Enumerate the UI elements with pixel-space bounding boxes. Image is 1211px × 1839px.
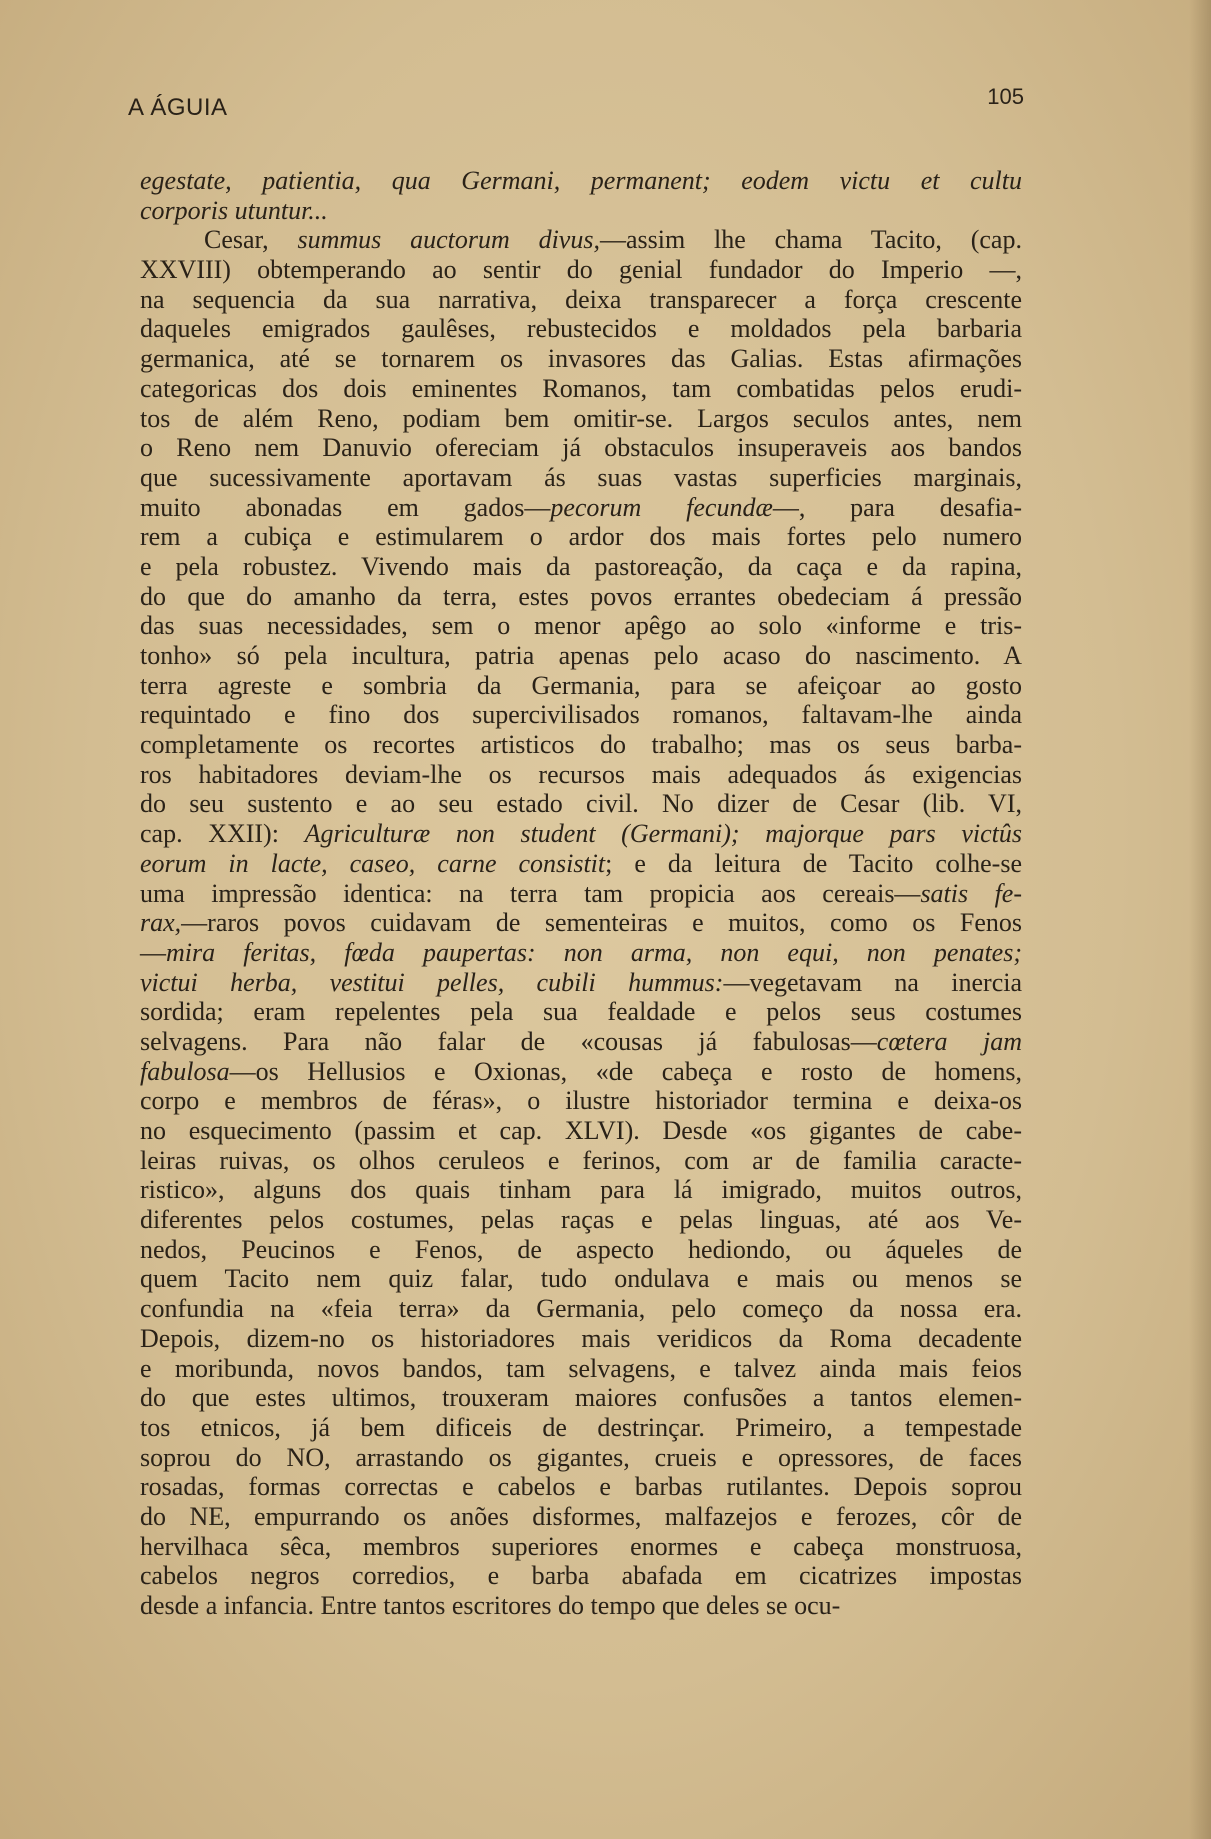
text-segment: diferentes pelos costumes, pelas raças e pelas linguas, até aos Ve- xyxy=(140,1205,1022,1235)
text-segment: que sucessivamente aportavam ás suas vastas superficies marginais, xyxy=(140,462,1022,492)
text-segment: tonho» só pela incultura, patria apenas pelo acaso do nascimento. A xyxy=(140,641,1022,670)
text-line xyxy=(140,1561,1022,1591)
italic-segment: Agriculturæ non student (Germani); majorque pars victûs xyxy=(304,819,1022,849)
italic-segment: mira feritas, fœda paupertas: non arma, non equi, non penates; xyxy=(166,937,1022,967)
italic-segment: pecorum fecundæ xyxy=(550,492,773,522)
text-segment: no esquecimento (passim et cap. XLVI). Desde «os gigantes de cabe- xyxy=(140,1116,1022,1145)
page-header xyxy=(128,82,1024,122)
text-segment: completamente os recortes artisticos do trabalho; mas os seus barba- xyxy=(140,730,1022,760)
text-segment: rosadas, formas correctas e cabelos e barbas rutilantes. Depois soprou xyxy=(140,1472,1022,1502)
text-segment: — xyxy=(140,937,166,967)
text-line xyxy=(140,1294,1022,1324)
text-line xyxy=(140,404,1022,434)
text-line xyxy=(140,1591,1022,1621)
text-line xyxy=(140,1502,1022,1532)
text-line xyxy=(140,968,1022,998)
text-line xyxy=(140,1383,1022,1413)
italic-segment: egestate, patientia, qua Germani, permanent; eodem victu et cultu xyxy=(140,166,1022,195)
text-line xyxy=(140,1264,1022,1294)
text-line xyxy=(140,582,1022,612)
text-line xyxy=(140,1532,1022,1562)
text-line xyxy=(140,1146,1022,1176)
text-line xyxy=(140,1116,1022,1146)
italic-segment: victui herba, vestitui pelles, cubili hummus: xyxy=(140,967,724,997)
text-segment: uma impressão identica: na terra tam propicia aos cereais— xyxy=(140,878,921,908)
italic-segment: fabulosa xyxy=(140,1056,230,1086)
text-line xyxy=(140,1057,1022,1087)
text-line xyxy=(140,1205,1022,1235)
text-line xyxy=(140,314,1022,344)
text-segment: nedos, Peucinos e Fenos, de aspecto hediondo, ou áqueles de xyxy=(140,1234,1022,1264)
text-line xyxy=(140,700,1022,730)
text-segment: do que do amanho da terra, estes povos errantes obedeciam á pressão xyxy=(140,581,1022,611)
text-segment: do seu sustento e ao seu estado civil. No dizer de Cesar (lib. VI, xyxy=(140,789,1022,819)
text-segment: o Reno nem Danuvio ofereciam já obstaculos insuperaveis aos bandos xyxy=(140,433,1022,463)
text-line xyxy=(140,819,1022,849)
text-segment: —vegetavam na inercia xyxy=(723,967,1023,997)
text-segment: quem Tacito nem quiz falar, tudo ondulava e mais ou menos se xyxy=(140,1264,1022,1294)
text-line xyxy=(140,1175,1022,1205)
text-line xyxy=(140,225,1022,255)
italic-segment: rax, xyxy=(140,908,182,938)
text-line xyxy=(140,879,1022,909)
italic-segment: summus auctorum divus, xyxy=(297,225,600,255)
text-segment: e pela robustez. Vivendo mais da pastoreação, da caça e da rapina, xyxy=(140,551,1022,581)
text-segment: e moribunda, novos bandos, tam selvagens, e talvez ainda mais feios xyxy=(140,1353,1022,1383)
text-segment: tos de além Reno, podiam bem omitir-se. Largos seculos antes, nem xyxy=(140,403,1022,433)
text-line xyxy=(140,552,1022,582)
text-segment: ros habitadores deviam-lhe os recursos mais adequados ás exigencias xyxy=(140,759,1022,789)
text-line xyxy=(140,1413,1022,1443)
text-segment: XXVIII) obtemperando ao sentir do genial fundador do Imperio —, xyxy=(140,255,1022,285)
text-segment: confundia na «feia terra» da Germania, pelo começo da nossa era. xyxy=(140,1294,1022,1324)
text-line xyxy=(140,1235,1022,1265)
text-line xyxy=(140,196,1022,226)
text-segment: desde a infancia. Entre tantos escritores do tempo que deles se ocu- xyxy=(140,1591,841,1620)
text-line xyxy=(140,285,1022,315)
italic-segment: corporis utuntur... xyxy=(140,195,328,225)
text-segment: —os Hellusios e Oxionas, «de cabeça e rosto de homens, xyxy=(229,1056,1022,1086)
text-line xyxy=(140,1027,1022,1057)
text-line xyxy=(140,433,1022,463)
text-line xyxy=(140,1472,1022,1502)
body-text xyxy=(140,166,1022,1621)
text-segment: sordida; eram repelentes pela sua fealdade e pelos seus costumes xyxy=(140,997,1022,1027)
text-line xyxy=(140,671,1022,701)
running-title: A ÁGUIA xyxy=(128,94,228,121)
text-segment: ristico», alguns dos quais tinham para lá imigrado, muitos outros, xyxy=(140,1175,1022,1205)
text-line xyxy=(140,1324,1022,1354)
text-line xyxy=(140,908,1022,938)
text-segment: cap. XXII): xyxy=(140,819,305,849)
text-segment: Depois, dizem-no os historiadores mais veridicos da Roma decadente xyxy=(140,1323,1022,1353)
text-segment: soprou do NO, arrastando os gigantes, crueis e opressores, de faces xyxy=(140,1442,1022,1472)
text-segment: hervilhaca sêca, membros superiores enormes e cabeça monstruosa, xyxy=(140,1531,1022,1561)
text-segment: terra agreste e sombria da Germania, para se afeiçoar ao gosto xyxy=(140,670,1022,700)
text-line xyxy=(140,493,1022,523)
text-segment: na sequencia da sua narrativa, deixa transparecer a força crescente xyxy=(140,284,1022,314)
text-line xyxy=(140,255,1022,285)
text-segment: do que estes ultimos, trouxeram maiores confusões a tantos elemen- xyxy=(140,1383,1022,1413)
text-line xyxy=(140,997,1022,1027)
text-segment: muito abonadas em gados— xyxy=(140,492,551,522)
text-segment: ; e da leitura de Tacito colhe-se xyxy=(605,848,1022,878)
italic-segment: eorum in lacte, caseo, carne consistit xyxy=(140,848,606,878)
text-line xyxy=(140,849,1022,879)
text-line xyxy=(140,760,1022,790)
text-line xyxy=(140,938,1022,968)
page-edge-shadow xyxy=(1189,0,1211,1839)
text-line xyxy=(140,166,1022,196)
text-segment: germanica, até se tornarem os invasores das Galias. Estas afirmações xyxy=(140,344,1022,374)
text-segment: rem a cubiça e estimularem o ardor dos mais fortes pelo numero xyxy=(140,522,1022,552)
text-line xyxy=(140,463,1022,493)
text-line xyxy=(140,789,1022,819)
text-segment: —, para desafia- xyxy=(772,492,1022,522)
page-number: 105 xyxy=(987,84,1024,109)
text-line xyxy=(140,1443,1022,1473)
text-segment: —assim lhe chama Tacito, (cap. xyxy=(599,225,1022,255)
text-line xyxy=(140,344,1022,374)
text-segment: cabelos negros corredios, e barba abafada em cicatrizes impostas xyxy=(140,1561,1022,1591)
text-segment: categoricas dos dois eminentes Romanos, tam combatidas pelos erudi- xyxy=(140,373,1022,403)
text-segment: do NE, empurrando os anões disformes, malfazejos e ferozes, côr de xyxy=(140,1501,1022,1531)
text-line xyxy=(140,374,1022,404)
text-segment: selvagens. Para não falar de «cousas já fabulosas— xyxy=(140,1026,877,1056)
text-line xyxy=(140,1086,1022,1116)
italic-segment: cœtera jam xyxy=(876,1026,1022,1056)
text-segment: requintado e fino dos supercivilisados romanos, faltavam-lhe ainda xyxy=(140,700,1022,730)
text-line xyxy=(140,641,1022,671)
text-segment: das suas necessidades, sem o menor apêgo ao solo «informe e tris- xyxy=(140,611,1022,641)
text-segment: daqueles emigrados gaulêses, rebustecidos e moldados pela barbaria xyxy=(140,314,1022,344)
text-segment: —raros povos cuidavam de sementeiras e muitos, como os Fenos xyxy=(181,908,1022,938)
text-segment: corpo e membros de féras», o ilustre historiador termina e deixa-os xyxy=(140,1086,1022,1116)
text-segment: Cesar, xyxy=(204,225,298,255)
text-segment: leiras ruivas, os olhos ceruleos e ferinos, com ar de familia caracte- xyxy=(140,1145,1022,1175)
italic-segment: satis fe- xyxy=(920,878,1022,908)
text-line xyxy=(140,730,1022,760)
text-line xyxy=(140,522,1022,552)
text-line xyxy=(140,611,1022,641)
text-line xyxy=(140,1354,1022,1384)
text-segment: tos etnicos, já bem dificeis de destrinçar. Primeiro, a tempestade xyxy=(140,1412,1022,1442)
